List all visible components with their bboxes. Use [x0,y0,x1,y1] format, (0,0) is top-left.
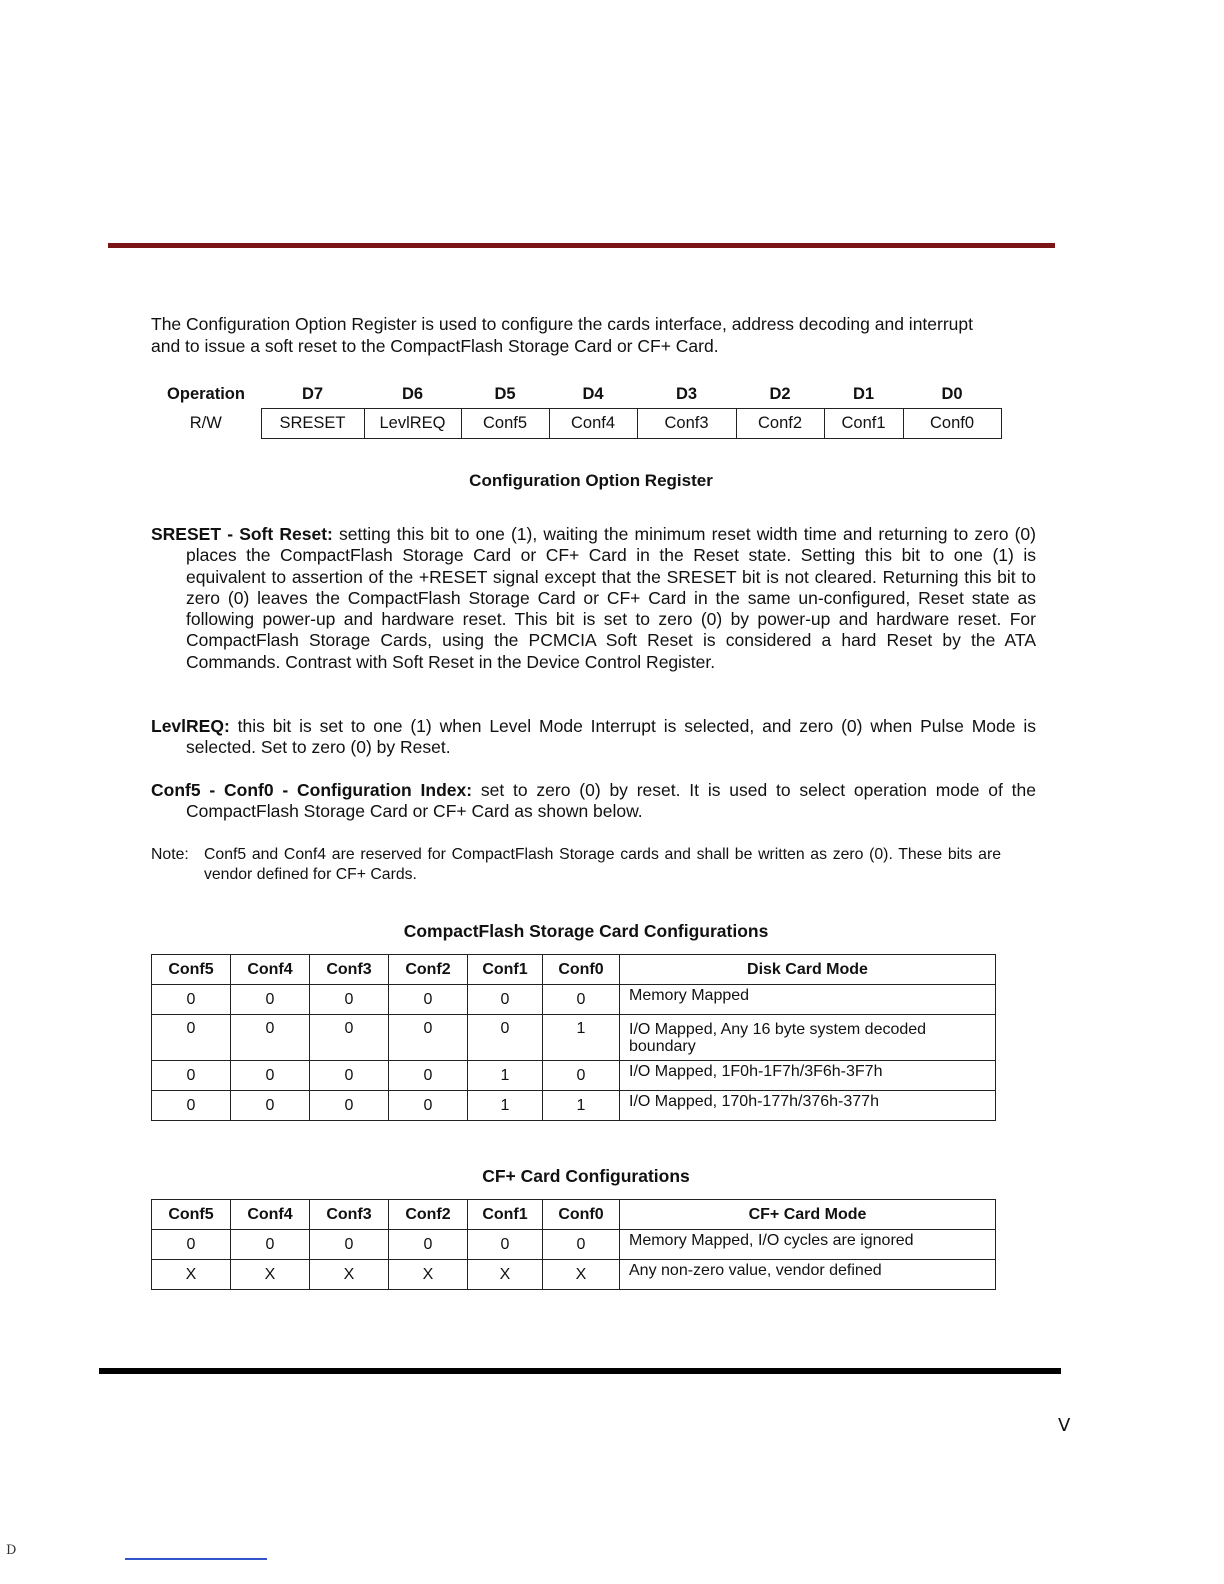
levlreq-term: LevlREQ: [151,716,230,736]
register-layout [151,380,1003,439]
table-cell: 1 [468,1061,543,1091]
table-cell: 0 [389,985,468,1015]
footer-link-underline[interactable] [125,1558,267,1560]
storage-config-table [151,954,996,1121]
table-cell-mode: Memory Mapped, I/O cycles are ignored [620,1230,996,1260]
table-cell: 0 [152,1015,231,1061]
table-cell: 0 [231,1061,310,1091]
table-cell: X [310,1260,389,1290]
table-cell: X [468,1260,543,1290]
table-cell: 0 [231,1015,310,1061]
column-header: Conf1 [468,1200,543,1230]
table-cell: X [231,1260,310,1290]
table-cell: 0 [310,1230,389,1260]
register-header: D3 [675,384,698,403]
table-cell: 0 [310,985,389,1015]
page-mark: V [1058,1415,1071,1436]
table-cell: 0 [152,1230,231,1260]
table-cell: 0 [152,1091,231,1121]
column-header: Conf2 [389,955,468,985]
register-header: D7 [301,384,324,403]
register-bit: SRESET [261,409,364,439]
column-header: Conf0 [543,1200,620,1230]
sreset-term: SRESET - Soft Reset: [151,524,333,544]
register-bit: Conf4 [549,409,637,439]
register-bit: LevlREQ [364,409,461,439]
column-header: Conf4 [231,955,310,985]
table-row [152,1260,996,1290]
table-cell: 0 [310,1015,389,1061]
table-cell: 0 [468,1015,543,1061]
cfplus-table-caption: CF+ Card Configurations [482,1166,690,1186]
register-row [151,409,1001,439]
register-header: D4 [582,384,604,403]
register-header: Operation [167,384,245,403]
table-cell-mode: Memory Mapped [620,985,996,1015]
table-cell: 0 [543,1230,620,1260]
table-cell: 0 [389,1230,468,1260]
table-cell: 0 [468,985,543,1015]
table-cell: 0 [468,1230,543,1260]
table-cell: 0 [543,985,620,1015]
register-bit: Conf2 [736,409,824,439]
register-header: D1 [852,384,875,403]
note [151,845,1001,885]
levlreq-description [151,716,1036,759]
table-cell: 0 [389,1061,468,1091]
column-header: Conf5 [152,955,231,985]
column-header: Conf4 [231,1200,310,1230]
table-cell: 1 [543,1015,620,1061]
table-cell: 0 [231,1230,310,1260]
config-index-text: set to zero (0) by reset. It is used to select operation mode of the CompactFlash Storage Card or CF+ Card as shown below. [186,780,1037,822]
table-cell: 0 [389,1091,468,1121]
table-cell: 0 [152,1061,231,1091]
table-cell: 0 [310,1091,389,1121]
table-cell: X [389,1260,468,1290]
table-cell: 1 [543,1091,620,1121]
column-header: CF+ Card Mode [620,1200,996,1230]
column-header: Conf2 [389,1200,468,1230]
corner-mark: D [6,1543,17,1558]
register-header-row [151,380,1001,409]
register-bit: Conf5 [461,409,549,439]
table-header-row [152,1200,996,1230]
register-caption: Configuration Option Register [469,471,713,490]
table-cell-mode: I/O Mapped, 170h-177h/376h-377h [620,1091,996,1121]
column-header: Conf5 [152,1200,231,1230]
register-bit: Conf0 [903,409,1001,439]
levlreq-text: this bit is set to one (1) when Level Mode Interrupt is selected, and zero (0) when Pulse Mode is selected. Set to zero (0) by Reset. [186,716,1036,758]
table-cell: 0 [310,1061,389,1091]
table-cell: 0 [152,985,231,1015]
register-header: D0 [941,384,963,403]
cfplus-config-table [151,1199,996,1290]
table-row [152,1015,996,1061]
storage-table-caption: CompactFlash Storage Card Configurations [403,921,769,941]
register-header: D2 [769,384,791,403]
register-bit: Conf1 [824,409,903,439]
table-cell: 0 [231,985,310,1015]
register-bit: Conf3 [637,409,736,439]
note-text: Conf5 and Conf4 are reserved for CompactFlash Storage cards and shall be written as zero (0). These bits are vendor defined for CF+ Cards. [204,846,1001,883]
intro-paragraph: The Configuration Option Register is used to configure the cards interface, address decoding and interrupt and to issue a soft reset to the CompactFlash Storage Card or CF+ Card. [151,314,974,356]
note-label: Note: [151,846,189,863]
config-index-term: Conf5 - Conf0 - Configuration Index: [151,780,473,800]
table-cell: 0 [389,1015,468,1061]
register-header: D5 [494,384,516,403]
column-header: Conf0 [543,955,620,985]
column-header: Conf1 [468,955,543,985]
column-header: Disk Card Mode [620,955,996,985]
table-cell-mode: I/O Mapped, Any 16 byte system decoded boundary [620,1015,996,1061]
table-cell: 0 [543,1061,620,1091]
table-cell-mode: Any non-zero value, vendor defined [620,1260,996,1290]
table-cell: 0 [231,1091,310,1121]
bottom-rule [99,1368,1061,1374]
table-row [152,985,996,1015]
table-cell-mode: I/O Mapped, 1F0h-1F7h/3F6h-3F7h [620,1061,996,1091]
sreset-description [151,524,1036,673]
table-row [152,1230,996,1260]
column-header: Conf3 [310,1200,389,1230]
table-cell: X [152,1260,231,1290]
register-header: D6 [401,384,424,403]
table-row [152,1061,996,1091]
config-index-description [151,780,1036,823]
table-cell: 1 [468,1091,543,1121]
top-rule [108,243,1055,248]
sreset-text: setting this bit to one (1), waiting the minimum reset width time and returning to zero (0) places the CompactFlash Storage Card or CF+ Card in the Reset state. Setting this bit to one (1) is equivalent to assertion of the +RESET signal except that the SRESET bit is not cleared. Returning this bit to zero (0) leaves the CompactFlash Storage Card or CF+ Card in the same un-configured, Reset state as following power-up and hardware reset. This bit is set to zero (0) by power-up and hardware reset. For CompactFlash Storage Cards, using the PCMCIA Soft Reset is considered a hard Reset by the ATA Commands. Contrast with Soft Reset in the Device Control Register. [186,524,1036,672]
column-header: Conf3 [310,955,389,985]
register-operation: R/W [189,414,222,432]
table-row [152,1091,996,1121]
table-header-row [152,955,996,985]
table-cell: X [543,1260,620,1290]
